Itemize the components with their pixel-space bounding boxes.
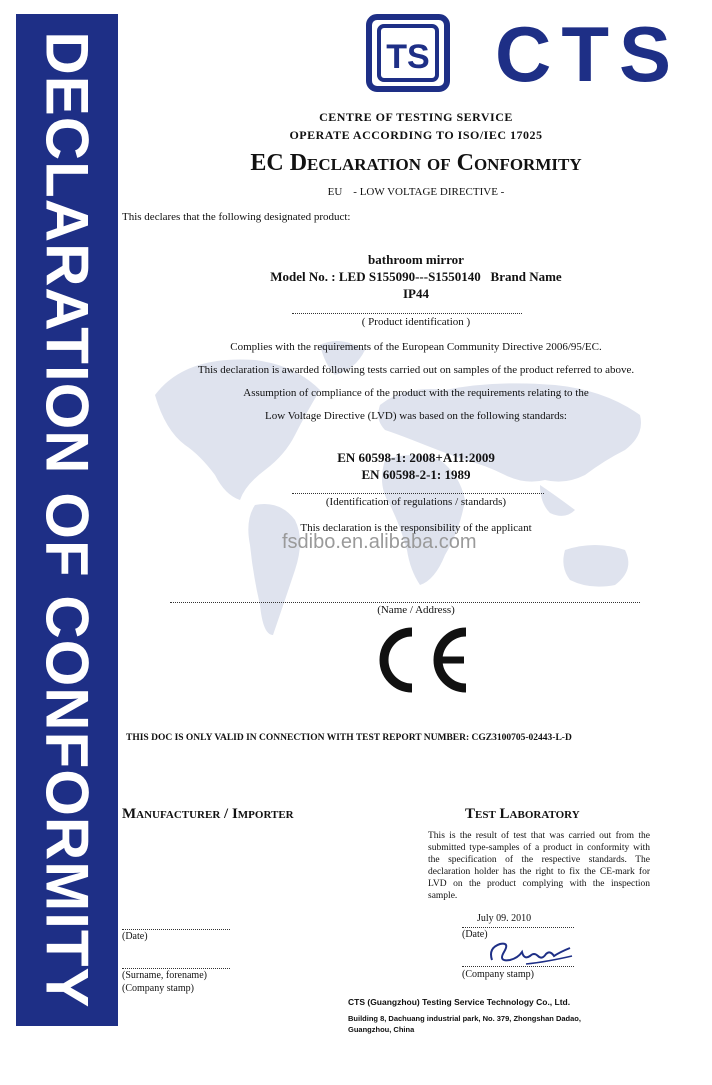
manufacturer-date-line [122,929,230,930]
responsibility-text: This declaration is the responsibility of the applicant [300,522,532,534]
footer-address-2: Guangzhou, China [348,1025,415,1034]
lab-date-line [462,927,574,928]
header-line-1: CENTRE OF TESTING SERVICE [319,110,513,124]
manufacturer-title: Manufacturer / Importer [122,806,294,822]
watermark-text: fsdibo.en.alibaba.com [282,531,477,553]
product-ip-rating: IP44 [403,286,429,301]
standards-caption: (Identification of regulations / standards) [325,496,507,508]
standard-2: EN 60598-2-1: 1989 [361,467,471,482]
name-address-line [170,602,640,603]
name-address-label: (Name / Address) [377,604,455,616]
product-dotted-line [292,313,522,314]
cts-emblem-icon [366,14,450,92]
side-banner [16,14,118,1026]
footer-address-1: Building 8, Dachuang industrial park, No. 379, Zhongshan Dadao, [348,1014,581,1023]
compliance-line-4: Low Voltage Directive (LVD) was based on the following standards: [265,410,567,422]
lab-date-label: (Date) [462,929,488,940]
header-line-2: OPERATE ACCORDING TO ISO/IEC 17025 [289,128,543,142]
manufacturer-name-label: (Surname, forename) [122,970,207,981]
product-model: Model No. : LED S155090---S1550140 Brand Name [270,269,562,284]
lab-stamp-line [462,966,574,967]
compliance-line-2: This declaration is awarded following tests carried out on samples of the product referred to above. [197,364,635,376]
manufacturer-name-line [122,968,230,969]
manufacturer-date-label: (Date) [122,931,148,942]
standards-dotted-line [292,493,544,494]
footer-company: CTS (Guangzhou) Testing Service Technology Co., Ltd. [348,997,571,1007]
product-name: bathroom mirror [368,252,464,267]
signature-image [486,934,576,968]
side-banner-text: DECLARATION OF CONFORMITY [33,31,101,1009]
compliance-line-1: Complies with the requirements of the European Community Directive 2006/95/EC. [230,341,602,353]
cts-logo-text: CTS [495,10,681,98]
validity-statement: THIS DOC IS ONLY VALID IN CONNECTION WITH TEST REPORT NUMBER: CGZ3100705-02443-L-D [126,733,572,743]
lab-statement: This is the result of test that was carried out from the submitted type-samples of a product in conformity with the specification of the respective standards. The declaration holder has the right to fix the CE-mark for LVD on the product complying with the inspection sample. [428,831,650,901]
compliance-line-3: Assumption of compliance of the product with the requirements relating to the [243,387,589,399]
product-caption: ( Product identification ) [361,316,471,328]
manufacturer-stamp-label: (Company stamp) [122,983,194,994]
svg-text:TS: TS [386,38,430,76]
lab-title: Test Laboratory [465,806,580,822]
intro-text: This declares that the following designated product: [122,211,351,223]
directive-line: EU - LOW VOLTAGE DIRECTIVE - [327,186,505,198]
lab-date: July 09. 2010 [477,913,532,924]
standard-1: EN 60598-1: 2008+A11:2009 [337,450,495,465]
page-title: EC Declaration of Conformity [250,150,582,176]
ce-mark-icon [368,622,474,698]
lab-stamp-label: (Company stamp) [462,969,534,980]
